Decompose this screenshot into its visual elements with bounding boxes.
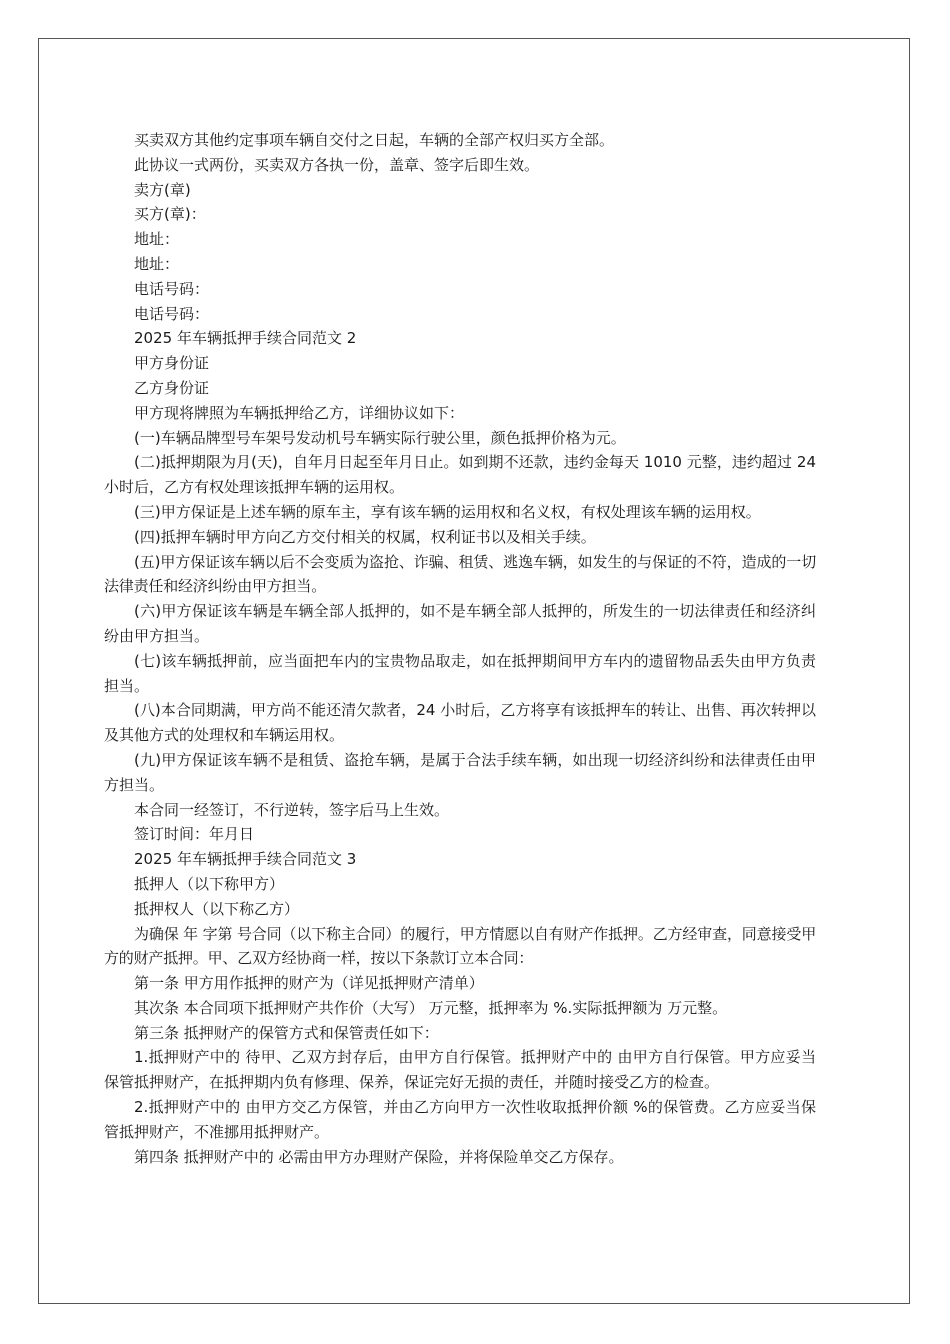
clause-9: (九)甲方保证该车辆不是租赁、盗抢车辆，是属于合法手续车辆，如出现一切经济纠纷和法律责任由甲方担当。 (104, 750, 816, 794)
clause-4: (四)抵押车辆时甲方向乙方交付相关的权属，权利证书以及相关手续。 (134, 527, 596, 546)
buyer-address-label: 地址： (134, 254, 180, 273)
seller-phone-label: 电话号码： (134, 279, 210, 298)
article-1: 第一条 甲方用作抵押的财产为（详见抵押财产清单） (134, 974, 484, 993)
section-heading-sample-3: 2025 年车辆抵押手续合同范文 3 (134, 850, 357, 869)
paragraph-ownership-transfer: 买卖双方其他约定事项车辆自交付之日起，车辆的全部产权归买方全部。 (134, 131, 615, 149)
article-3-item-2: 2.抵押财产中的 由甲方交乙方保管，并由乙方向甲方一次性收取抵押价额 %的保管费。乙方应妥当保管抵押财产，不准挪用抵押财产。 (104, 1098, 816, 1141)
paragraph-effective-on-signing: 本合同一经签订，不行逆转，签字后马上生效。 (134, 800, 450, 819)
clause-6: (六)甲方保证该车辆是车辆全部人抵押的，如不是车辆全部人抵押的，所发生的一切法律责任和经济纠纷由甲方担当。 (104, 602, 816, 645)
article-3-item-1: 1.抵押财产中的 待甲、乙双方封存后，由甲方自行保管。抵押财产中的 由甲方自行保管。甲方应妥当保管抵押财产，在抵押期内负有修理、保养，保证完好无损的责任，并随时接受乙方的检查。 (104, 1048, 816, 1092)
paragraph-copies-effective: 此协议一式两份，买卖双方各执一份，盖章、签字后即生效。 (134, 155, 540, 174)
party-b-id-label: 乙方身份证 (134, 378, 210, 397)
clause-3: (三)甲方保证是上述车辆的原车主，享有该车辆的运用权和名义权，有权处理该车辆的运用权。 (134, 502, 761, 521)
party-a-id-label: 甲方身份证 (134, 354, 210, 373)
seller-address-label: 地址： (134, 230, 180, 249)
buyer-seal-label: 买方(章)： (134, 205, 206, 224)
clause-2: (二)抵押期限为月(天)，自年月日起至年月日止。如到期不还款，违约金每天 1010 元整，违约超过 24 小时后，乙方有权处理该抵押车辆的运用权。 (104, 453, 816, 497)
paragraph-purpose: 为确保 年 字第 号合同（以下称主合同）的履行，甲方情愿以自有财产作抵押。乙方经审查，同意接受甲方的财产抵押。甲、乙双方经协商一样，按以下条款订立本合同： (104, 924, 816, 968)
section-heading-sample-2: 2025 年车辆抵押手续合同范文 2 (134, 329, 357, 348)
clause-8: (八)本合同期满，甲方尚不能还清欠款者，24 小时后，乙方将享有该抵押车的转让、出售、再次转押以及其他方式的处理权和车辆运用权。 (104, 701, 816, 745)
article-2: 其次条 本合同项下抵押财产共作价（大写） 万元整，抵押率为 %.实际抵押额为 万元整。 (134, 998, 728, 1017)
article-4: 第四条 抵押财产中的 必需由甲方办理财产保险，并将保险单交乙方保存。 (134, 1147, 624, 1166)
seller-seal-label: 卖方(章) (134, 180, 191, 199)
document-body (104, 128, 816, 1169)
mortgagor-label: 抵押人（以下称甲方） (134, 874, 285, 893)
clause-1: (一)车辆品牌型号车架号发动机号车辆实际行驶公里，颜色抵押价格为元。 (134, 428, 626, 447)
article-3: 第三条 抵押财产的保管方式和保管责任如下： (134, 1023, 439, 1042)
paragraph-intro-agreement: 甲方现将牌照为车辆抵押给乙方，详细协议如下： (134, 403, 465, 422)
clause-5: (五)甲方保证该车辆以后不会变质为盗抢、诈骗、租赁、逃逸车辆，如发生的与保证的不符，造成的一切法律责任和经济纠纷由甲方担当。 (104, 552, 816, 596)
clause-7: (七)该车辆抵押前，应当面把车内的宝贵物品取走，如在抵押期间甲方车内的遗留物品丢失由甲方负责担当。 (104, 651, 816, 695)
buyer-phone-label: 电话号码： (134, 304, 210, 323)
mortgagee-label: 抵押权人（以下称乙方） (134, 899, 300, 918)
signing-date-label: 签订时间：年月日 (134, 825, 255, 844)
